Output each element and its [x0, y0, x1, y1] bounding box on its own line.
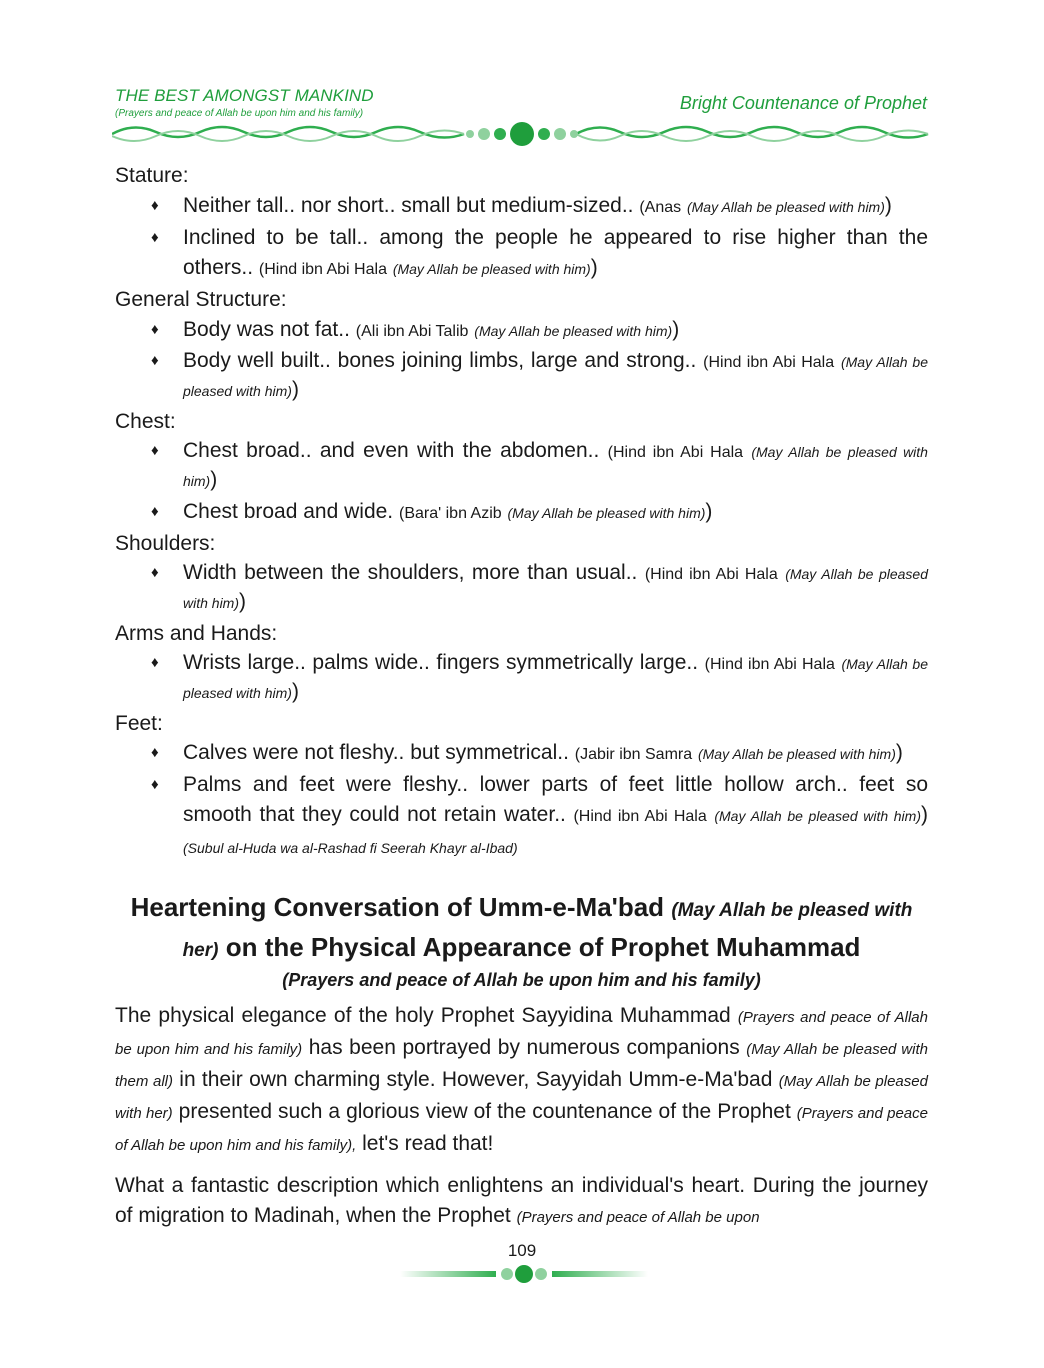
- diamond-bullet-icon: ♦: [151, 744, 159, 761]
- diamond-bullet-icon: ♦: [151, 776, 159, 793]
- diamond-bullet-icon: ♦: [151, 503, 159, 520]
- footer-ornament: [400, 1264, 648, 1284]
- list-item: ♦ Palms and feet were fleshy.. lower parts of feet little hollow arch.. feet so smooth that they could not retain water.. (Hind ibn Abi Hala (May Allah be pleased with him)) (Subul al-Huda wa al-Rashad fi Seerah Khayr al-Ibad): [183, 770, 928, 863]
- diamond-bullet-icon: ♦: [151, 352, 159, 369]
- section-heading: Heartening Conversation of Umm-e-Ma'bad (May Allah be pleased with her) on the Physical Appearance of Prophet Muhammad: [130, 892, 913, 962]
- list-item: ♦ Wrists large.. palms wide.. fingers symmetrically large.. (Hind ibn Abi Hala (May Allah be pleased with him)): [151, 651, 928, 703]
- section-label-feet: Feet:: [115, 712, 163, 735]
- list-item: ♦ Width between the shoulders, more than usual.. (Hind ibn Abi Hala (May Allah be pleased with him)): [151, 561, 929, 613]
- section-subheading: (Prayers and peace of Allah be upon him and his family): [282, 970, 761, 990]
- list-item: ♦ Chest broad.. and even with the abdomen.. (Hind ibn Abi Hala (May Allah be pleased with him)): [151, 439, 928, 491]
- chapter-title: Bright Countenance of Prophet: [679, 93, 927, 113]
- page-number: 109: [507, 1241, 537, 1260]
- feet-list: [115, 739, 928, 863]
- section-label-general: General Structure:: [115, 288, 287, 311]
- section-label-arms: Arms and Hands:: [115, 622, 278, 645]
- list-item: ♦ Calves were not fleshy.. but symmetrical.. (Jabir ibn Samra (May Allah be pleased with him)): [151, 741, 903, 764]
- section-label-stature: Stature:: [115, 164, 189, 187]
- list-item: ♦ Chest broad and wide. (Bara' ibn Azib (May Allah be pleased with him)): [183, 497, 928, 529]
- shoulders-list: [115, 559, 928, 619]
- list-item: ♦ Body was not fat.. (Ali ibn Abi Talib (May Allah be pleased with him)): [183, 315, 928, 347]
- diamond-bullet-icon: ♦: [151, 654, 159, 671]
- diamond-bullet-icon: ♦: [151, 197, 159, 214]
- section-label-chest: Chest:: [115, 410, 176, 433]
- stature-list: [115, 191, 928, 285]
- general-list: [115, 315, 928, 407]
- diamond-bullet-icon: ♦: [151, 564, 159, 581]
- diamond-bullet-icon: ♦: [151, 229, 159, 246]
- book-subtitle: (Prayers and peace of Allah be upon him and his family): [115, 108, 364, 119]
- list-item: ♦ Inclined to be tall.. among the people he appeared to rise higher than the others.. (Hind ibn Abi Hala (May Allah be pleased with him)): [183, 223, 928, 285]
- paragraph-2: What a fantastic description which enlightens an individual's heart. During the journey of migration to Madinah, when the Prophet (Prayers and peace of Allah be upon: [115, 1174, 928, 1227]
- list-item: ♦ Neither tall.. nor short.. small but medium-sized.. (Anas (May Allah be pleased with him)): [183, 191, 928, 223]
- header-ornament: [112, 118, 932, 150]
- section-label-shoulders: Shoulders:: [115, 532, 216, 555]
- list-item: ♦ Body well built.. bones joining limbs, large and strong.. (Hind ibn Abi Hala (May Allah be pleased with him)): [151, 349, 929, 401]
- diamond-bullet-icon: ♦: [151, 321, 159, 338]
- chest-list: [115, 437, 928, 529]
- page-content: [115, 161, 928, 1233]
- arms-list: [115, 649, 928, 709]
- diamond-bullet-icon: ♦: [151, 442, 159, 459]
- book-title: THE BEST AMONGST MANKIND: [115, 86, 374, 105]
- paragraph-1: The physical elegance of the holy Prophet Sayyidina Muhammad (Prayers and peace of Allah be upon him and his family) has been portrayed by numerous companions (May Allah be pleased with them all) in their own charming style. However, Sayyidah Umm-e-Ma'bad (May Allah be pleased with her) presented such a glorious view of the countenance of the Prophet (Prayers and peace of Allah be upon him and his family), let's read that!: [115, 1004, 928, 1155]
